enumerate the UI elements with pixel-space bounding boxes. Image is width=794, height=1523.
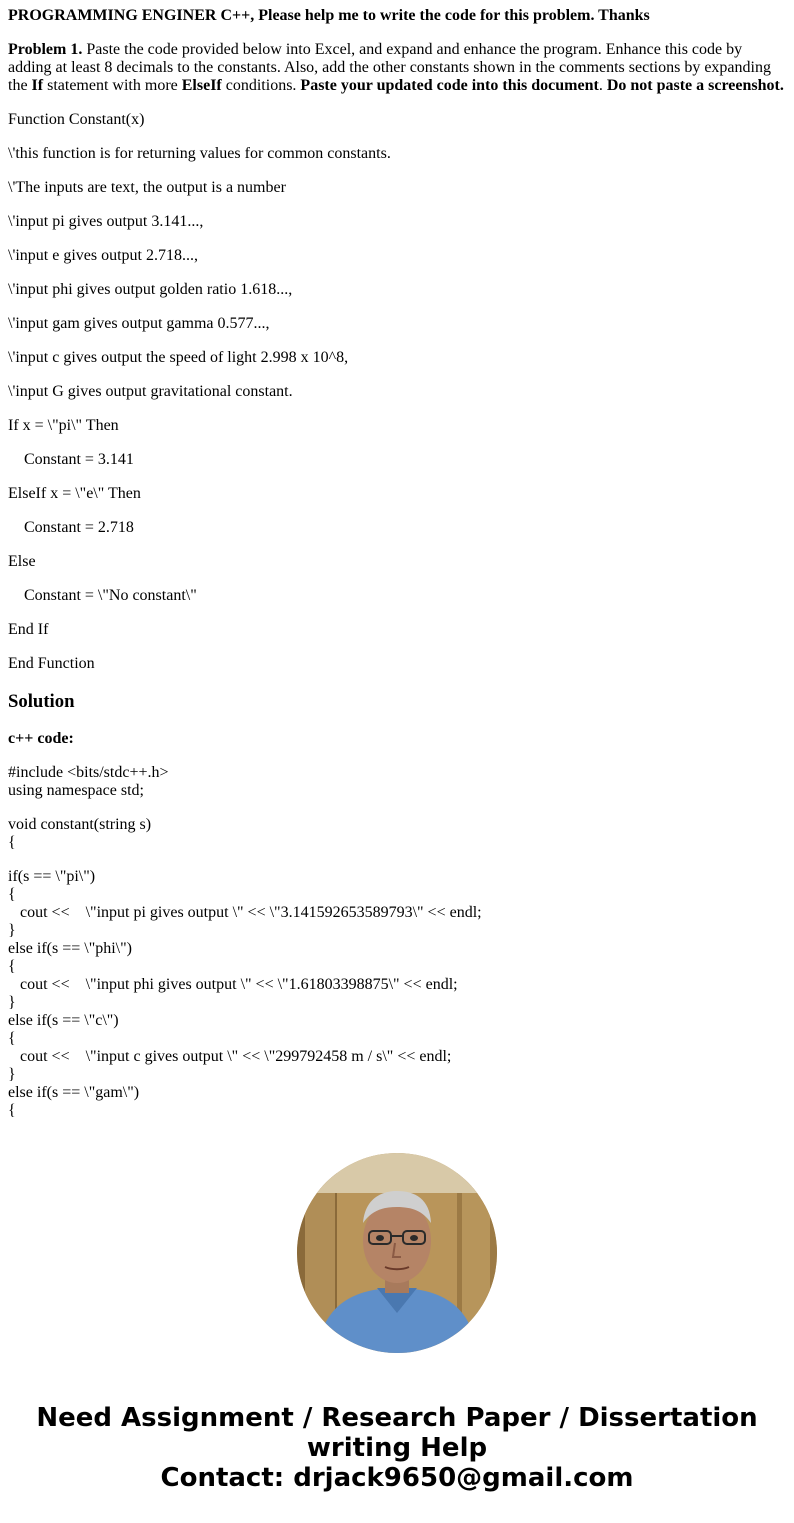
- cpp-line: }: [8, 994, 16, 1011]
- cpp-code-block: [8, 764, 786, 1120]
- code-line: If x = \"pi\" Then: [8, 417, 119, 434]
- cpp-line: {: [8, 1030, 16, 1047]
- code-line: \'input e gives output 2.718...,: [8, 247, 198, 264]
- promo-contact: Contact: drjack9650@gmail.com: [160, 1463, 634, 1493]
- cpp-line: cout << \"input pi gives output \" << \"3.141592653589793\" << endl;: [8, 904, 482, 921]
- code-line: \'input c gives output the speed of light 2.998 x 10^8,: [8, 349, 349, 366]
- cpp-line: }: [8, 922, 16, 939]
- code-line: Else: [8, 553, 36, 570]
- cpp-line: {: [8, 834, 16, 851]
- code-line: ElseIf x = \"e\" Then: [8, 485, 141, 502]
- cpp-blank-line: [8, 852, 786, 868]
- code-line: \'input pi gives output 3.141...,: [8, 213, 204, 230]
- cpp-line: {: [8, 958, 16, 975]
- code-line: End If: [8, 621, 49, 638]
- tutor-photo-illustration: [297, 1153, 497, 1353]
- document-body: [8, 7, 786, 1120]
- cpp-line: cout << \"input phi gives output \" << \"1.61803398875\" << endl;: [8, 976, 458, 993]
- code-label: c++ code:: [8, 730, 74, 747]
- code-line: Function Constant(x): [8, 111, 145, 128]
- promo-line: Need Assignment / Research Paper / Dissertation: [36, 1403, 758, 1433]
- question-title: PROGRAMMING ENGINER C++, Please help me to write the code for this problem. Thanks: [8, 7, 650, 24]
- code-line: End Function: [8, 655, 95, 672]
- cpp-blank-line: [8, 800, 786, 816]
- cpp-line: if(s == \"pi\"): [8, 868, 96, 885]
- code-line: \'this function is for returning values for common constants.: [8, 145, 391, 162]
- code-line: \'input phi gives output golden ratio 1.618...,: [8, 281, 293, 298]
- code-line: \'The inputs are text, the output is a number: [8, 179, 286, 196]
- promo-line: writing Help: [306, 1433, 488, 1463]
- code-line: Constant = 3.141: [24, 451, 134, 468]
- code-line: \'input G gives output gravitational constant.: [8, 383, 293, 400]
- vba-code-lines: [8, 111, 786, 673]
- cpp-line: }: [8, 1066, 16, 1083]
- code-line: Constant = \"No constant\": [24, 587, 197, 604]
- tutor-avatar: [297, 1153, 497, 1353]
- cpp-line: {: [8, 886, 16, 903]
- solution-heading: Solution: [8, 691, 75, 712]
- cpp-line: cout << \"input c gives output \" << \"299792458 m / s\" << endl;: [8, 1048, 452, 1065]
- cpp-line: {: [8, 1102, 16, 1119]
- cpp-line: else if(s == \"c\"): [8, 1012, 119, 1029]
- problem-label: Problem 1.: [8, 41, 83, 58]
- cpp-line: void constant(string s): [8, 816, 152, 833]
- cpp-line: using namespace std;: [8, 782, 144, 799]
- cpp-line: #include <bits/stdc++.h>: [8, 764, 169, 781]
- code-line: Constant = 2.718: [24, 519, 134, 536]
- code-line: \'input gam gives output gamma 0.577...,: [8, 315, 270, 332]
- cpp-line: else if(s == \"phi\"): [8, 940, 132, 957]
- promo-banner: [0, 1403, 794, 1493]
- problem-statement: Problem 1. Paste the code provided below into Excel, and expand and enhance the program. Enhance this code by adding at least 8 decimals to the constants. Also, add the other constants shown in the comments sections by expanding the If statement with more ElseIf conditions. Paste your updated code into this document. Do not paste a screenshot.: [8, 41, 784, 94]
- cpp-line: else if(s == \"gam\"): [8, 1084, 140, 1101]
